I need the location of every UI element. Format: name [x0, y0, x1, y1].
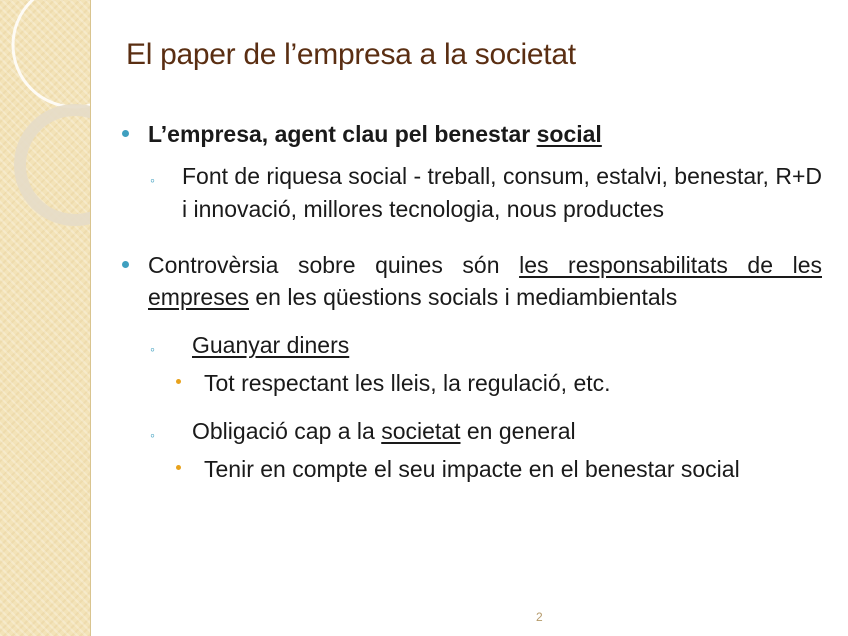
decorative-sidebar — [0, 0, 91, 636]
slide-content — [120, 118, 822, 485]
bullet-dot-icon — [122, 130, 129, 137]
bullet-text: Tot respectant les lleis, la regulació, etc. — [204, 370, 611, 396]
bullet-underlined-text: societat — [381, 418, 461, 444]
slide-title: El paper de l’empresa a la societat — [126, 38, 576, 71]
decorative-circles — [0, 0, 90, 260]
bullet-controversia — [120, 249, 822, 313]
bullet-text: en general — [460, 418, 576, 444]
bullet-ring-icon: ◦ — [150, 341, 155, 357]
bullet-dot-icon — [176, 465, 181, 470]
bullet-text: L’empresa, agent clau pel benestar — [148, 121, 537, 147]
bullet-text: Controvèrsia sobre quines són — [148, 252, 520, 278]
bullet-ring-icon: ◦ — [150, 172, 155, 188]
bullet-dot-icon — [122, 261, 129, 268]
page-number: 2 — [536, 610, 543, 624]
bullet-text: Tenir en compte el seu impacte en el benestar social — [204, 456, 740, 482]
bullet-underlined-text: les responsabilitats de les empreses — [148, 252, 822, 310]
sub-bullet-guanyar-diners — [120, 329, 822, 362]
bullet-text: Obligació cap a la — [192, 418, 382, 444]
sub-bullet-font-riquesa — [120, 160, 822, 226]
bullet-underlined-text: social — [536, 121, 602, 147]
bullet-dot-icon — [176, 379, 181, 384]
bullet-text: en les qüestions socials i mediambientals — [248, 284, 678, 310]
sub-sub-bullet-impacte — [120, 453, 822, 485]
bullet-ring-icon: ◦ — [150, 427, 155, 443]
bullet-empresa-agent — [120, 118, 822, 150]
sub-bullet-obligacio — [120, 415, 822, 448]
sub-sub-bullet-lleis — [120, 367, 822, 399]
bullet-underlined-text: Guanyar diners — [192, 332, 350, 358]
bullet-text: Font de riquesa social - treball, consum, estalvi, benestar, R+D i innovació, millores tecnologia, nous productes — [182, 163, 822, 222]
